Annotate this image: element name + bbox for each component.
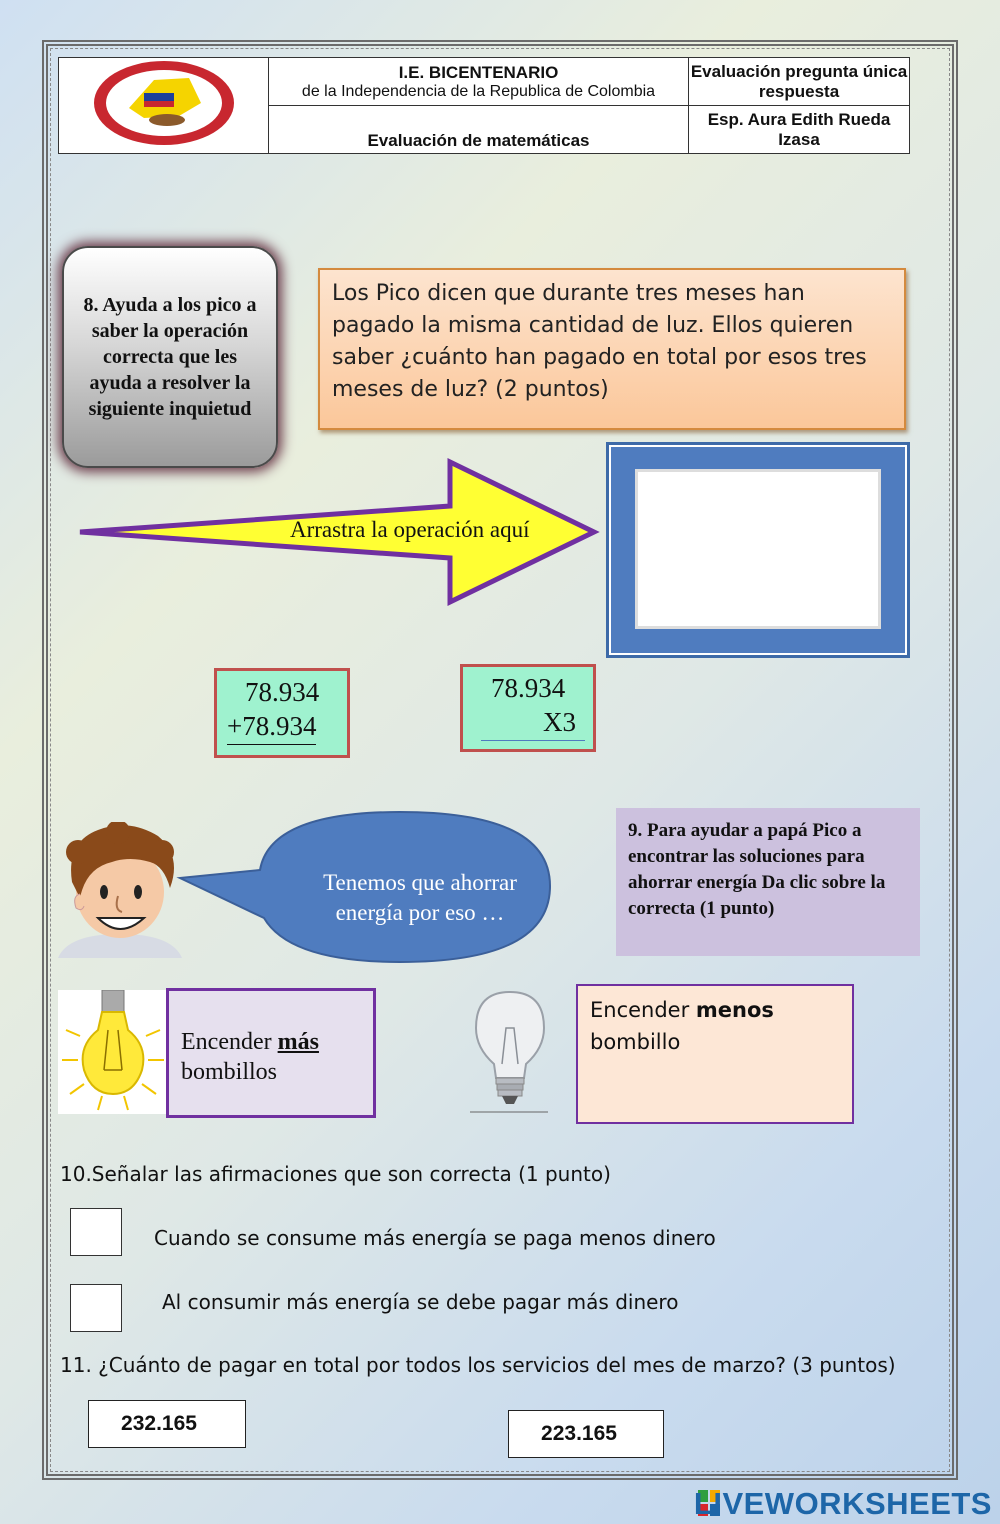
op-mul-line2: X3 (543, 707, 576, 737)
eval-type-cell (689, 58, 910, 106)
eval-type: Evaluación pregunta única respuesta (690, 61, 908, 101)
answer-option-2-text: 223.165 (541, 1422, 617, 1445)
brand-name: LIVEWORKSHEETS (693, 1486, 992, 1521)
answer-option-1[interactable] (88, 1400, 246, 1448)
q9-prompt: 9. Para ayudar a papá Pico a encontrar las soluciones para ahorrar energía Da clic sobre la correcta (1 punto) (628, 820, 886, 919)
statement-2-checkbox[interactable] (70, 1284, 122, 1332)
option-fewer-bulbs[interactable] (576, 984, 854, 1124)
q8-prompt-box (62, 246, 278, 468)
statement-2-text: Al consumir más energía se debe pagar más dinero (162, 1290, 679, 1314)
teacher-cell (689, 106, 910, 154)
statement-1-checkbox[interactable] (70, 1208, 122, 1256)
school-subtitle: de la Independencia de la Republica de Colombia (301, 82, 656, 100)
op-add-line1: 78.934 (245, 677, 320, 707)
teacher-name: Esp. Aura Edith Rueda Izasa (707, 109, 891, 149)
off-bulb-icon (470, 988, 550, 1114)
op-mul-underline (481, 740, 585, 741)
option-fewer-pre: Encender (590, 998, 696, 1022)
option-more-post: bombillos (181, 1059, 278, 1085)
school-logo-icon (89, 58, 239, 148)
option-fewer-post: bombillo (590, 1030, 681, 1054)
operation-addition[interactable] (214, 668, 350, 758)
exam-title-cell (269, 106, 689, 154)
statement-1-text: Cuando se consume más energía se paga menos dinero (154, 1226, 716, 1250)
drop-zone[interactable] (606, 442, 910, 658)
option-more-pre: Encender (181, 1029, 278, 1055)
speech-text: Tenemos que ahorrar energía por eso … (323, 870, 517, 925)
q11-prompt: 11. ¿Cuánto de pagar en total por todos los servicios del mes de marzo? (3 puntos) (60, 1353, 896, 1377)
school-logo-cell (59, 58, 269, 154)
drop-zone-inner[interactable] (635, 469, 881, 629)
school-name: I.E. BICENTENARIO (398, 62, 559, 82)
school-name-cell (269, 58, 689, 106)
answer-option-1-text: 232.165 (121, 1412, 197, 1435)
header-table (58, 57, 910, 154)
op-mul-line1: 78.934 (491, 673, 566, 703)
operation-multiplication[interactable] (460, 664, 596, 752)
q10-prompt: 10.Señalar las afirmaciones que son correcta (1 punto) (60, 1162, 611, 1186)
q8-prompt: 8. Ayuda a los pico a saber la operación correcta que les ayuda a resolver la siguiente inquietud (83, 294, 257, 420)
q8-problem-box (318, 268, 906, 430)
option-fewer-bold: menos (695, 998, 774, 1022)
op-add-line2: +78.934 (227, 711, 316, 745)
answer-option-2[interactable] (508, 1410, 664, 1458)
arrow-label: Arrastra la operación aquí (290, 517, 530, 542)
option-more-bold: más (277, 1029, 319, 1055)
q9-prompt-box (616, 808, 920, 956)
exam-title: Evaluación de matemáticas (367, 131, 590, 150)
option-more-bulbs[interactable] (166, 988, 376, 1118)
lit-bulb-icon (58, 990, 168, 1114)
q8-problem: Los Pico dicen que durante tres meses han pagado la misma cantidad de luz. Ellos quieren saber ¿cuánto han pagado en total por esos tres meses de luz? (2 puntos) (332, 281, 867, 402)
